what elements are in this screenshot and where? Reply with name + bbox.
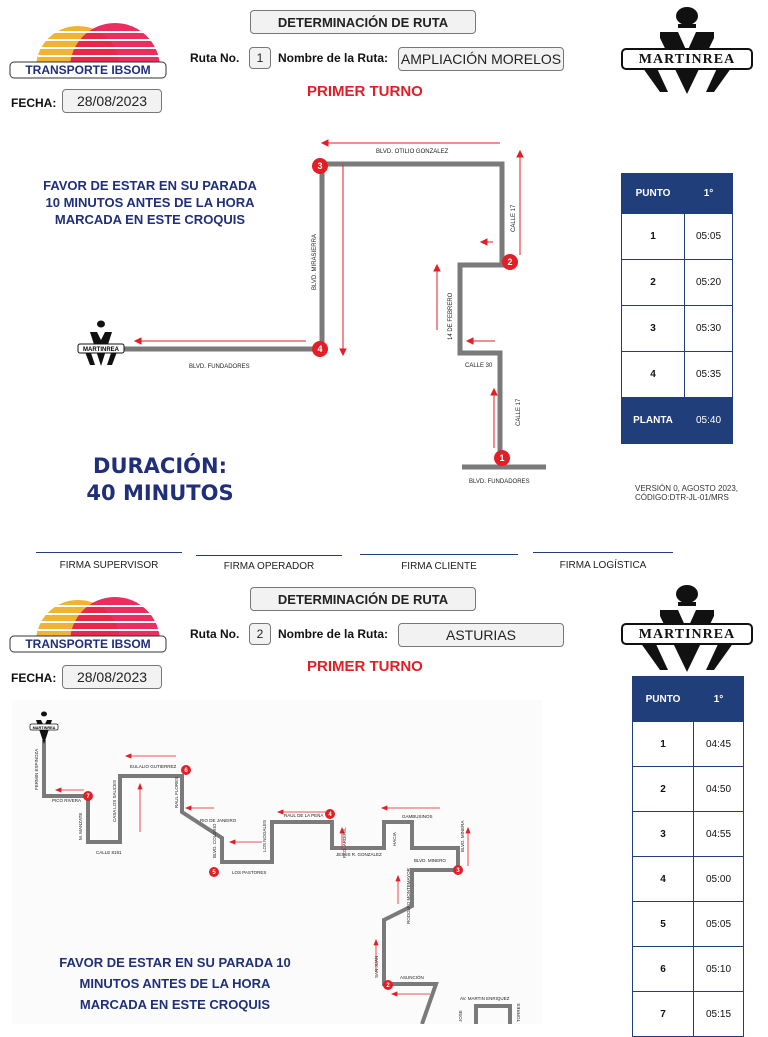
stop-marker-label: 3 <box>317 161 323 171</box>
table-header-row <box>633 677 744 722</box>
stop-time: 05:00 <box>694 857 744 902</box>
table-row <box>633 767 744 812</box>
signature-client: FIRMA CLIENTE <box>401 561 477 572</box>
stop-time: 05:15 <box>694 992 744 1037</box>
street-label: CASA LOS SAUCES <box>112 779 117 822</box>
stop-marker-label: 7 <box>86 794 90 800</box>
route-no-label: Ruta No. <box>190 51 240 65</box>
route-name: AMPLIACIÓN MORELOS <box>398 47 564 71</box>
stop-marker-label: 3 <box>456 868 460 874</box>
table-header-row <box>622 174 733 214</box>
signature-line <box>533 552 673 553</box>
street-label: LOS PASTORES <box>232 870 267 875</box>
street-label: CALLE 17 <box>511 204 517 232</box>
martinrea-logo <box>620 582 754 672</box>
table-row <box>622 306 733 352</box>
street-label: 14 DE FEBRERO <box>448 292 454 340</box>
martinrea-name: MARTINREA <box>638 627 736 642</box>
stop-number: 3 <box>633 812 694 857</box>
plant-marker-label: MARTINREA <box>32 726 56 730</box>
street-label: M. MANZATE <box>78 812 83 840</box>
street-label: JOSE <box>458 1010 463 1022</box>
stop-marker-label: 5 <box>212 870 216 876</box>
route-no: 1 <box>249 47 271 69</box>
route-path <box>100 164 505 465</box>
table-row <box>633 857 744 902</box>
table-row <box>622 214 733 260</box>
stop-number: 7 <box>633 992 694 1037</box>
stop-marker-label: 6 <box>184 768 188 774</box>
street-label: FERMIN ESPINOZA <box>34 748 39 790</box>
table-row <box>622 260 733 306</box>
street-label: BLVD. MINERO <box>414 858 446 863</box>
table-row <box>633 992 744 1037</box>
route-sheet-2 <box>0 582 768 1024</box>
stop-number: 5 <box>633 902 694 947</box>
stop-marker-label: 2 <box>386 983 390 989</box>
signature-line <box>360 554 518 555</box>
street-label: BLVD. OTILIO GONZALEZ <box>376 149 449 155</box>
stop-marker-label: 2 <box>507 257 513 267</box>
schedule-table-2 <box>632 676 744 1037</box>
header-turno: 1° <box>694 677 744 722</box>
stop-time: 05:35 <box>685 352 733 398</box>
notice-line: 10 MINUTOS ANTES DE LA HORA <box>45 195 255 210</box>
street-label: SAN JUAN <box>374 955 379 978</box>
stop-number: 4 <box>622 352 685 398</box>
street-label: JESUS R. GONZALEZ <box>336 852 382 857</box>
version-info <box>635 484 738 502</box>
ibsom-name: TRANSPORTE IBSOM <box>25 63 151 77</box>
street-label: BLVD. FUNDADORES <box>469 479 530 485</box>
street-label: BLVD. MIRASIERRA <box>312 234 318 290</box>
street-label: EULALIO GUTIERREZ <box>130 764 177 769</box>
stop-number: 1 <box>633 722 694 767</box>
version-line: CÓDIGO:DTR-JL-01/MRS <box>635 493 729 502</box>
stop-number: 2 <box>633 767 694 812</box>
stop-time: 05:05 <box>685 214 733 260</box>
stop-time: 05:10 <box>694 947 744 992</box>
notice-line: MARCADA EN ESTE CROQUIS <box>54 212 246 227</box>
header-punto: PUNTO <box>622 174 685 214</box>
header-turno: 1° <box>685 174 733 214</box>
street-label: FCO. ARDIFEL <box>342 827 347 858</box>
plant-marker-label: MARTINREA <box>83 347 119 353</box>
notice-line: MINUTOS ANTES DE LA HORA <box>79 976 271 991</box>
version-line: VERSIÓN 0, AGOSTO 2023, <box>635 484 739 493</box>
duration-value: 40 MINUTOS <box>86 481 234 505</box>
street-label: CALLE 8191 <box>96 850 122 855</box>
date-value: 28/08/2023 <box>62 665 162 689</box>
stop-time: 05:20 <box>685 260 733 306</box>
street-label: RIO DE JANEIRO <box>200 818 237 823</box>
date-value: 28/08/2023 <box>62 89 162 113</box>
duration-title: DURACIÓN: <box>93 454 227 478</box>
route-no-label: Ruta No. <box>190 627 240 641</box>
doc-title: DETERMINACIÓN DE RUTA <box>250 587 476 611</box>
street-label: AV. MARTIN ENRIQUEZ <box>460 996 510 1001</box>
stop-time: 05:05 <box>694 902 744 947</box>
ibsom-name: TRANSPORTE IBSOM <box>25 637 151 651</box>
table-row <box>633 902 744 947</box>
notice-line: FAVOR DE ESTAR EN SU PARADA 10 <box>59 955 291 970</box>
notice-line: MARCADA EN ESTE CROQUIS <box>79 997 271 1012</box>
street-label: BLVD. MINERA <box>460 820 465 852</box>
signature-line <box>36 552 182 553</box>
signature-logistics: FIRMA LOGÍSTICA <box>559 560 647 571</box>
doc-title: DETERMINACIÓN DE RUTA <box>250 10 476 34</box>
stop-number: 2 <box>622 260 685 306</box>
table-row <box>633 947 744 992</box>
stop-time: 05:30 <box>685 306 733 352</box>
route-no: 2 <box>249 623 271 645</box>
date-label: FECHA: <box>11 96 57 110</box>
street-label: CALLE 17 <box>516 398 522 426</box>
plant-time: 05:40 <box>685 398 733 444</box>
street-label: TORRES <box>516 1003 521 1022</box>
street-label: BLVD. FUNDADORES <box>189 364 250 370</box>
route-sheet-1 <box>0 0 768 512</box>
stop-number: 4 <box>633 857 694 902</box>
street-label: PICO RIVERA <box>52 798 82 803</box>
signature-line <box>196 555 342 556</box>
street-label: RAUL DE LA PEÑA <box>284 813 324 818</box>
street-label: RAUL FLORES <box>174 776 179 808</box>
route-name-label: Nombre de la Ruta: <box>278 51 389 65</box>
stop-time: 04:50 <box>694 767 744 812</box>
duration <box>60 453 260 507</box>
street-label: CALLE 30 <box>465 363 493 369</box>
route-name: ASTURIAS <box>398 623 564 647</box>
street-label: HACIA <box>392 832 397 846</box>
header-punto: PUNTO <box>633 677 694 722</box>
notice-line: FAVOR DE ESTAR EN SU PARADA <box>43 178 257 193</box>
stop-time: 04:55 <box>694 812 744 857</box>
stop-marker-label: 4 <box>317 344 323 354</box>
street-label: ASUNCIÓN <box>400 975 424 980</box>
stop-marker-label: 4 <box>328 812 332 818</box>
signature-operator: FIRMA OPERADOR <box>223 561 315 572</box>
shift-label: PRIMER TURNO <box>307 83 423 100</box>
table-row-plant <box>622 398 733 444</box>
stop-time: 04:45 <box>694 722 744 767</box>
route-name-label: Nombre de la Ruta: <box>278 627 389 641</box>
shift-label: PRIMER TURNO <box>307 658 423 675</box>
street-label: BLVD. COLOSIO <box>212 823 217 858</box>
plant-marker-icon <box>78 321 124 367</box>
plant-label: PLANTA <box>622 398 685 444</box>
notice-text <box>40 952 310 1015</box>
street-label: RODOLFO MONTEMAYOR <box>406 868 411 924</box>
date-label: FECHA: <box>11 671 57 685</box>
street-label: LOS NOGALES <box>262 819 267 852</box>
table-row <box>633 722 744 767</box>
stop-number: 6 <box>633 947 694 992</box>
stop-number: 3 <box>622 306 685 352</box>
martinrea-name: MARTINREA <box>638 52 736 67</box>
schedule-table-1 <box>621 173 733 444</box>
stop-marker-label: 1 <box>499 453 505 463</box>
stop-number: 1 <box>622 214 685 260</box>
street-label: GAMBUSINOS <box>402 814 433 819</box>
table-row <box>633 812 744 857</box>
signature-supervisor: FIRMA SUPERVISOR <box>59 560 159 571</box>
table-row <box>622 352 733 398</box>
